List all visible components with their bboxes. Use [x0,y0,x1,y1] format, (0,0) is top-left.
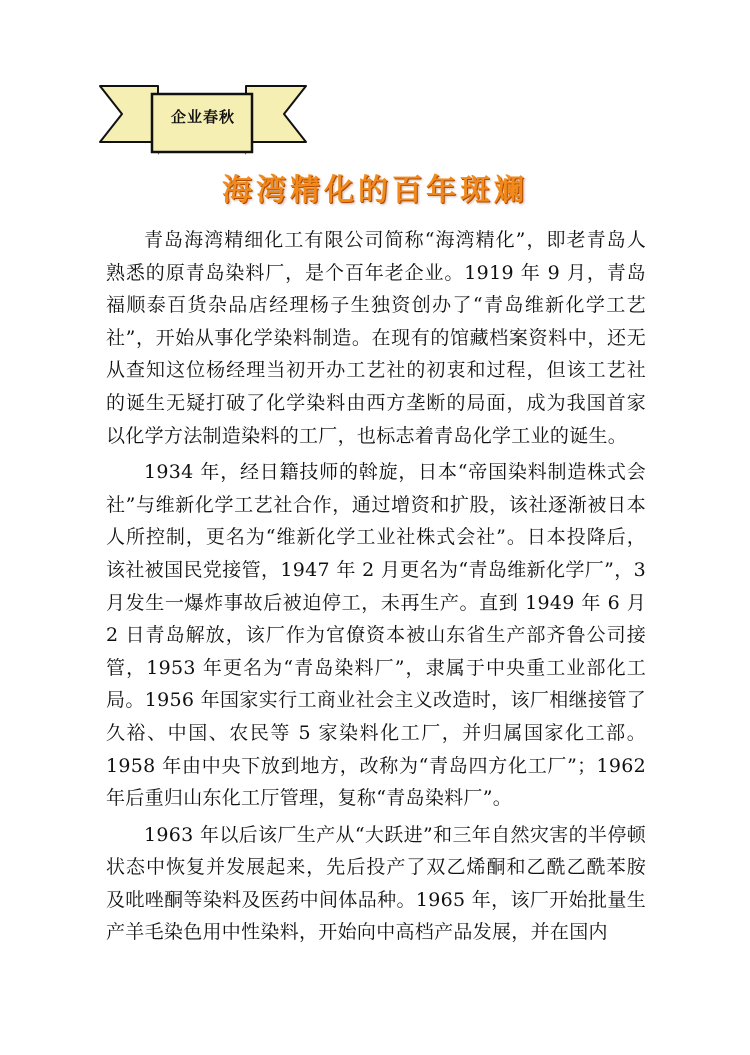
section-label: 企业春秋 [170,107,235,126]
article-body [106,224,646,953]
article-title: 海湾精化的百年斑斓 [222,173,528,208]
paragraph-3: 1963 年以后该厂生产从“大跃进”和三年自然灾害的半停顿状态中恢复并发展起来，先后投产了双乙烯酮和乙酰乙酰苯胺及吡唑酮等染料及医药中间体品种。1965 年，该厂开始批量生产羊毛染色用中性染料，开始向中高档产品发展，并在国内 [106,823,646,944]
ribbon-tail-left [100,86,158,142]
ribbon-tail-right [246,86,306,142]
section-banner [96,72,310,158]
paragraph-2: 1934 年，经日籍技师的斡旋，日本“帝国染料制造株式会社”与维新化学工艺社合作，通过增资和扩股，该社逐渐被日本人所控制，更名为“维新化学工业社株式会社”。日本投降后，该社被国民党接管，1947 年 2 月更名为“青岛维新化学厂”，3 月发生一爆炸事故后被迫停工，未再生产。直到 1949 年 6 月 2 日青岛解放，该厂作为官僚资本被山东省生产部齐鲁公司接管，1953 年更名为“青岛染料厂”，隶属于中央重工业部化工局。1956 年国家实行工商业社会主义改造时，该厂相继接管了久裕、中国、农民等 5 家染料化工厂，并归属国家化工部。1958 年由中央下放到地方，改称为“青岛四方化工厂”；1962 年后重归山东化工厅管理，复称“青岛染料厂”。 [106,461,646,810]
paragraph-1: 青岛海湾精细化工有限公司简称“海湾精化”，即老青岛人熟悉的原青岛染料厂，是个百年老企业。1919 年 9 月，青岛福顺泰百货杂品店经理杨子生独资创办了“青岛维新化学工艺社”，开始从事化学染料制造。在现有的馆藏档案资料中，还无从查知这位杨经理当初开办工艺社的初衷和过程，但该工艺社的诞生无疑打破了化学染料由西方垄断的局面，成为我国首家以化学方法制造染料的工厂，也标志着青岛化学工业的诞生。 [106,229,646,447]
